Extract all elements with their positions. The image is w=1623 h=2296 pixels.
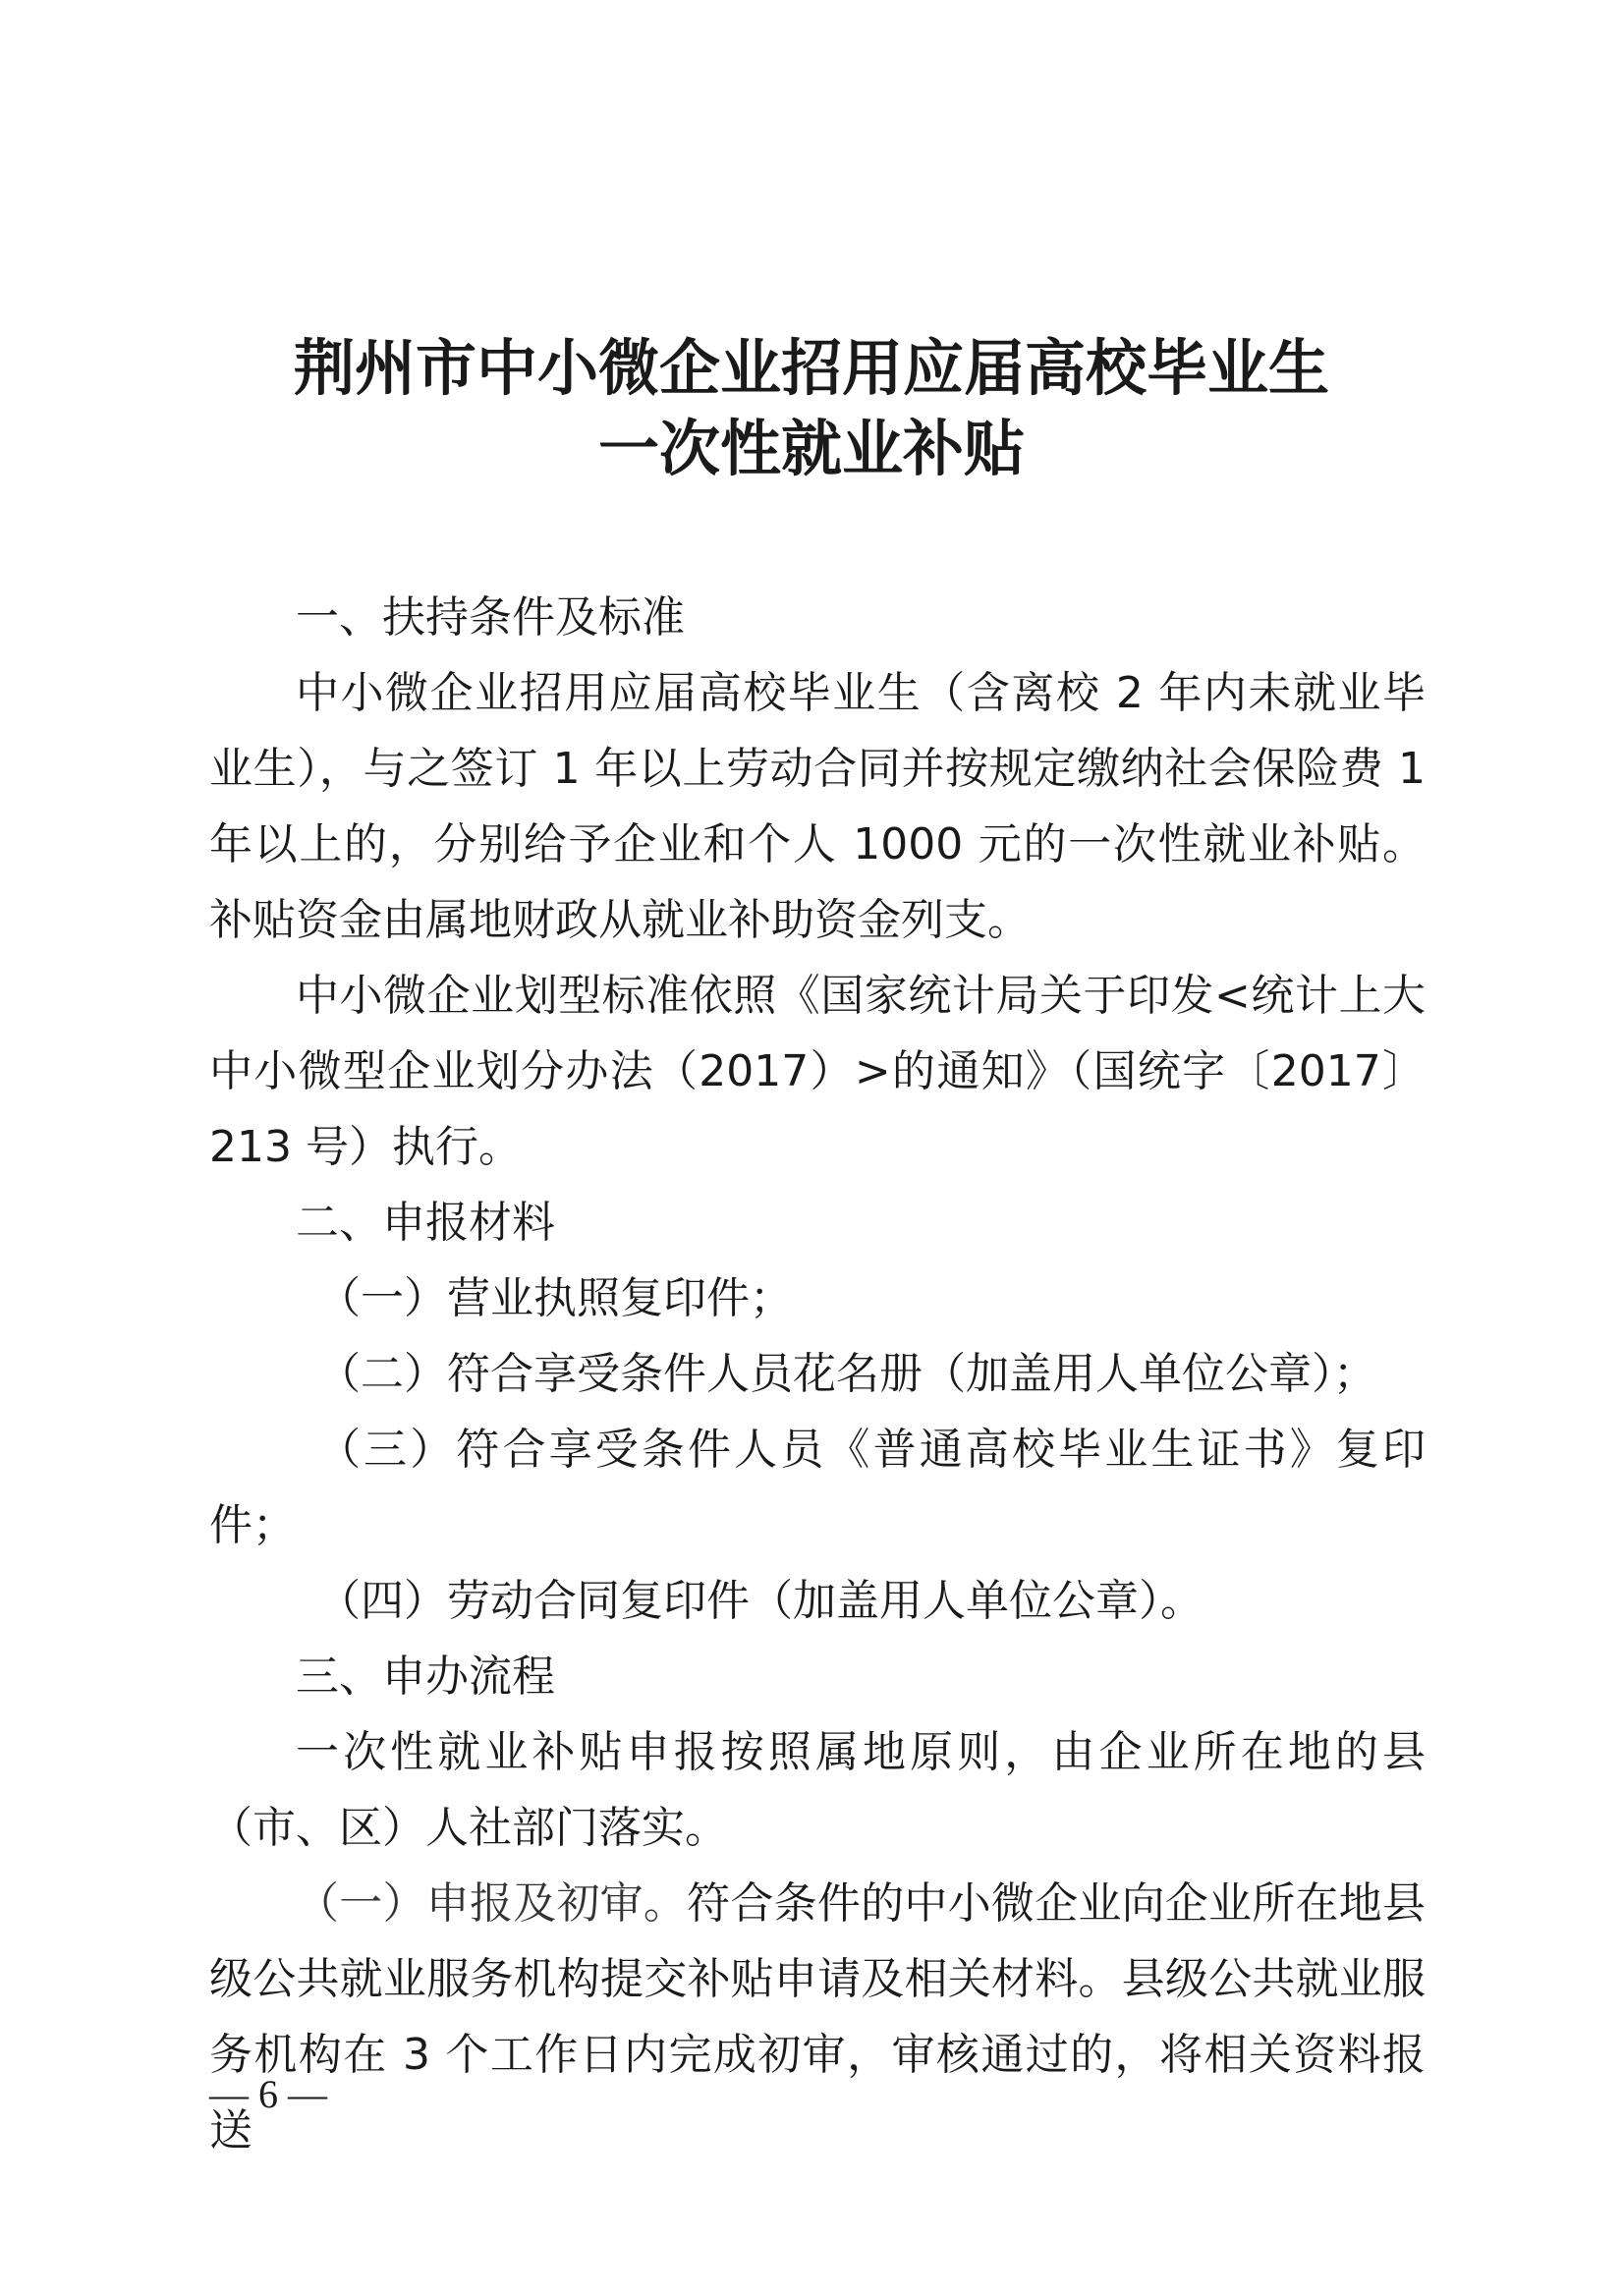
page-number: — 6 — — [209, 2072, 327, 2116]
paragraph-enterprise-classification: 中小微企业划型标准依照《国家统计局关于印发<统计上大中小微型企业划分办法（2017）>的通知》（国统字〔2017〕213 号）执行。 — [209, 971, 1426, 1172]
subheading-application-review: （一）申报及初审。 — [296, 1878, 688, 1929]
paragraph-application-and-review — [209, 1866, 1426, 2168]
material-item-2: （二）符合享受条件人员花名册（加盖用人单位公章）； — [317, 1349, 1376, 1399]
material-item-3: （三）符合享受条件人员《普通高校毕业生证书》复印件； — [209, 1425, 1426, 1550]
material-item-4: （四）劳动合同复印件（加盖用人单位公章）。 — [317, 1576, 1203, 1626]
document-body — [209, 580, 1426, 2168]
paragraph-application-review-text: 符合条件的中小微企业向企业所在地县级公共就业服务机构提交补贴申请及相关材料。县级公共就业服务机构在 3 个工作日内完成初审，审核通过的，将相关资料报送 — [209, 1878, 1427, 2156]
material-item-1: （一）营业执照复印件； — [317, 1273, 793, 1323]
document-title-line-1: 荆州市中小微企业招用应届高校毕业生 — [293, 332, 1329, 404]
document-title-line-2: 一次性就业补贴 — [597, 413, 1025, 484]
section-heading-support-conditions: 一、扶持条件及标准 — [296, 592, 685, 643]
paragraph-subsidy-standard: 中小微企业招用应届高校毕业生（含离校 2 年内未就业毕业生），与之签订 1 年以上劳动合同并按规定缴纳社会保险费 1 年以上的，分别给予企业和个人 1000 元的一次性就业补贴。补贴资金由属地财政从就业补助资金列支。 — [209, 668, 1426, 945]
paragraph-territorial-principle: 一次性就业补贴申报按照属地原则，由企业所在地的县（市、区）人社部门落实。 — [209, 1727, 1426, 1853]
section-heading-application-process: 三、申办流程 — [296, 1652, 555, 1702]
section-heading-application-materials: 二、申报材料 — [296, 1198, 555, 1248]
